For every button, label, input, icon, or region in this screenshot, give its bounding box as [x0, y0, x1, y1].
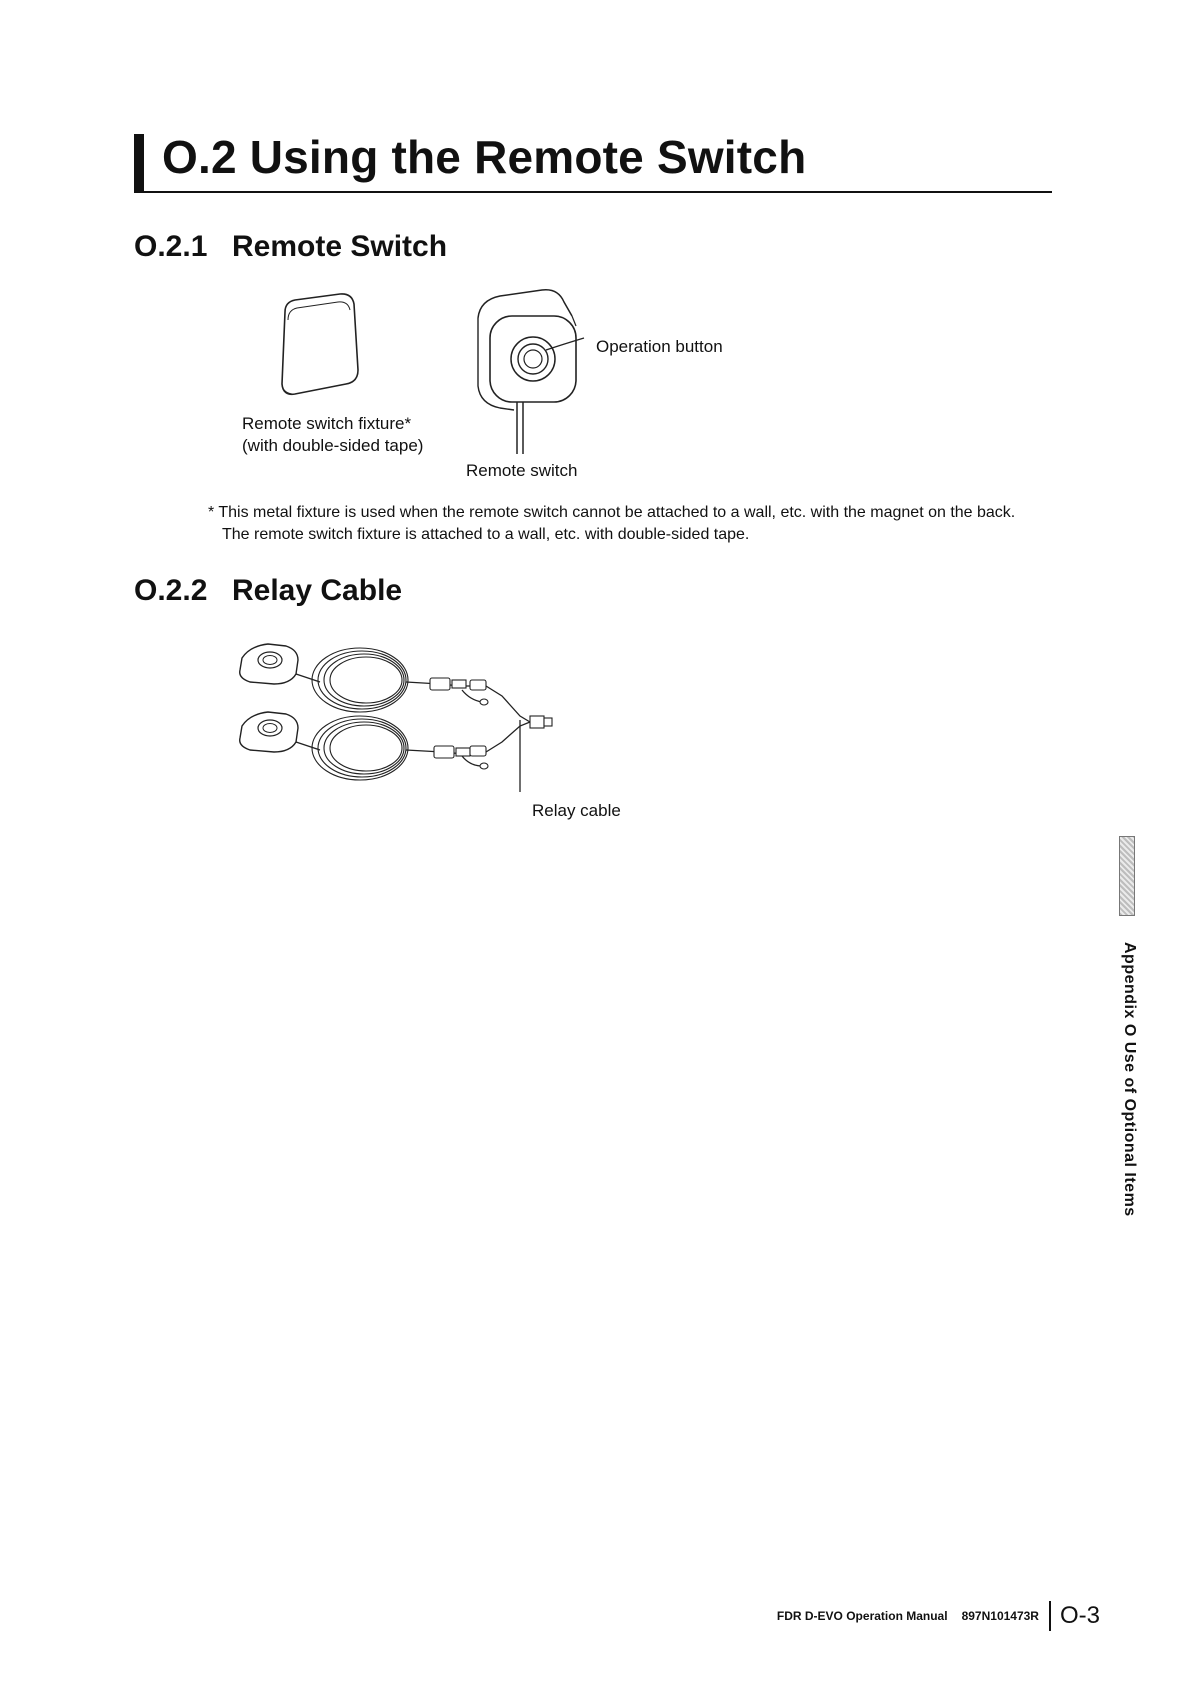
- remote-switch-illustration: [460, 286, 720, 486]
- subsection-heading-remote-switch: [134, 230, 447, 264]
- remote-switch-label: Remote switch: [466, 461, 578, 480]
- footer-manual-title: FDR D-EVO Operation Manual: [776, 1609, 948, 1623]
- side-tab-label: Appendix O Use of Optional Items: [1121, 942, 1138, 1217]
- footer-document-code: 897N101473R: [961, 1609, 1039, 1623]
- remote-switch-fixture-illustration: [270, 290, 390, 410]
- subsection-number: O.2.2: [134, 574, 208, 607]
- fixture-note: [208, 502, 1015, 546]
- note-line-1: * This metal fixture is used when the remote switch cannot be attached to a wall, etc. with the magnet on the back.: [208, 504, 1016, 521]
- lower-remote-switch-icon: [240, 712, 298, 752]
- page-footer: [777, 1600, 1100, 1632]
- cable-connectors: [430, 678, 552, 769]
- subsection-heading-relay-cable: [134, 574, 402, 608]
- upper-cable-coil: [312, 648, 408, 712]
- lower-cable-coil: [312, 716, 408, 780]
- upper-remote-switch-icon: [240, 644, 298, 684]
- subsection-title: Relay Cable: [232, 574, 403, 607]
- side-tab-marker: [1119, 836, 1135, 916]
- subsection-number: O.2.1: [134, 230, 208, 263]
- fixture-label-line2: (with double-sided tape): [242, 436, 424, 455]
- subsection-title: Remote Switch: [232, 230, 448, 263]
- footer-separator: [1049, 1601, 1051, 1631]
- section-title: O.2 Using the Remote Switch: [162, 131, 807, 183]
- section-rule: [134, 191, 1052, 193]
- footer-page-number: O-3: [1059, 1602, 1100, 1629]
- operation-button-label: Operation button: [596, 337, 723, 356]
- note-line-2: The remote switch fixture is attached to a wall, etc. with double-sided tape.: [222, 526, 750, 543]
- section-marker-bar: [134, 134, 144, 192]
- fixture-label-line1: Remote switch fixture*: [242, 414, 412, 433]
- relay-cable-label: Relay cable: [532, 801, 621, 820]
